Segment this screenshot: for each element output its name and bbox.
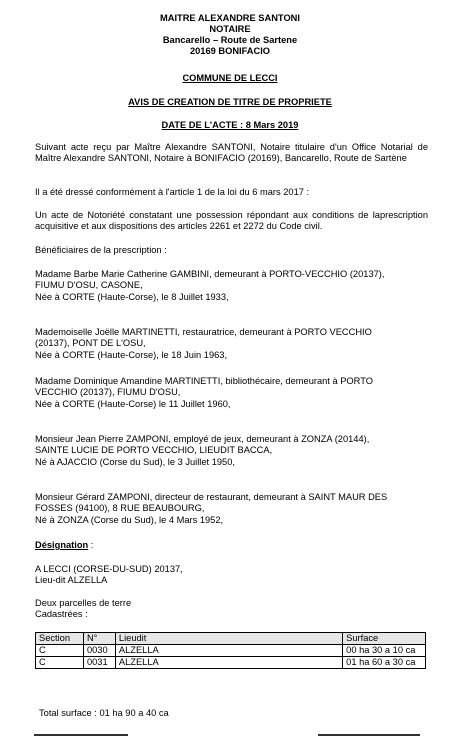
designation-label: Désignation: [35, 540, 89, 550]
beneficiary-birth: Né à ZONZA (Corse du Sud), le 4 Mars 1952,: [35, 514, 224, 525]
parcels-description: Deux parcelles de terre: [35, 598, 132, 608]
location-block: [35, 564, 428, 587]
beneficiary-address: FOSSES (94100), 8 RUE BEAUBOURG,: [35, 503, 205, 514]
beneficiary-1: [35, 269, 428, 303]
cell-number: 0030: [83, 645, 115, 657]
beneficiaries-label: Bénéficiaires de la prescription :: [35, 245, 167, 255]
article-paragraph: Il a été dressé conformément à l'article 1 de la loi du 6 mars 2017 :: [35, 187, 310, 197]
notice-title: AVIS DE CREATION DE TITRE DE PROPRIETE: [128, 97, 332, 107]
cell-lieudit: ALZELLA: [115, 645, 342, 657]
cell-lieudit: ALZELLA: [115, 657, 342, 669]
notary-name: MAITRE ALEXANDRE SANTONI: [160, 13, 300, 23]
cell-section: C: [36, 657, 84, 669]
table-header-row: [36, 633, 426, 645]
beneficiary-5: [35, 492, 428, 526]
beneficiary-birth: Née à CORTE (Haute-Corse), le 8 Juillet 1933,: [35, 291, 229, 302]
notary-title: NOTAIRE: [209, 24, 251, 34]
beneficiary-name: Madame Barbe Marie Catherine GAMBINI, demeurant à PORTO-VECCHIO (20137),: [35, 269, 385, 279]
notary-city: 20169 BONIFACIO: [189, 46, 271, 56]
commune-heading: COMMUNE DE LECCI: [182, 73, 278, 83]
cadastre-table: [35, 632, 426, 669]
beneficiary-birth: Né à AJACCIO (Corse du Sud), le 3 Juillet 1950,: [35, 456, 235, 467]
beneficiary-address: (20137), PONT DE L'OSU,: [35, 338, 146, 349]
col-header-surface: Surface: [343, 633, 426, 645]
beneficiary-address: FIUMU D'OSU, CASONE,: [35, 280, 143, 291]
cell-number: 0031: [83, 657, 115, 669]
parcels-cadastre: Cadastrées :: [35, 609, 88, 620]
beneficiary-2: [35, 327, 428, 361]
beneficiary-3: [35, 376, 428, 410]
designation-heading: [35, 540, 428, 551]
intro-paragraph: Suivant acte reçu par Maître Alexandre SANTONI, Notaire titulaire d'un Office Notarial de Maître Alexandre SANTONI, Notaire à BONIFACIO (20169), Bancarello, Route de Sartène: [35, 142, 428, 164]
total-surface: Total surface : 01 ha 90 a 40 ca: [39, 708, 169, 718]
beneficiary-name: Madame Dominique Amandine MARTINETTI, bibliothécaire, demeurant à PORTO: [35, 376, 373, 386]
bottom-divider-left: [34, 734, 128, 736]
bottom-divider-right: [318, 734, 420, 736]
location-commune: A LECCI (CORSE-DU-SUD) 20137,: [35, 564, 183, 574]
beneficiary-address: VECCHIO (20137), FIUMU D'OSU,: [35, 387, 181, 398]
notary-header: [0, 13, 460, 57]
beneficiary-4: [35, 434, 428, 468]
beneficiary-address: SAINTE LUCIE DE PORTO VECCHIO, LIEUDIT BACCA,: [35, 445, 273, 456]
act-date: DATE DE L'ACTE : 8 Mars 2019: [161, 120, 299, 130]
designation-colon: :: [88, 540, 94, 550]
cell-section: C: [36, 645, 84, 657]
parcels-block: [35, 598, 428, 621]
notary-address: Bancarello – Route de Sartene: [162, 35, 298, 45]
col-header-lieudit: Lieudit: [115, 633, 342, 645]
beneficiary-birth: Née à CORTE (Haute-Corse) le 11 Juillet 1960,: [35, 398, 231, 409]
col-header-section: Section: [36, 633, 84, 645]
beneficiary-name: Monsieur Gérard ZAMPONI, directeur de restaurant, demeurant à SAINT MAUR DES: [35, 492, 388, 502]
cell-surface: 00 ha 30 a 10 ca: [343, 645, 426, 657]
beneficiary-name: Monsieur Jean Pierre ZAMPONI, employé de jeux, demeurant à ZONZA (20144),: [35, 434, 370, 444]
col-header-number: N°: [83, 633, 115, 645]
table-row: [36, 657, 426, 669]
location-lieudit: Lieu-dit ALZELLA: [35, 575, 108, 586]
notoriete-paragraph: Un acte de Notoriété constatant une possession répondant aux conditions de laprescription acquisitive et aux dispositions des articles 2261 et 2272 du Code civil.: [35, 210, 428, 232]
cell-surface: 01 ha 60 a 30 ca: [343, 657, 426, 669]
beneficiary-birth: Née à CORTE (Haute-Corse), le 18 Juin 1963,: [35, 349, 228, 360]
beneficiary-name: Mademoiselle Joëlle MARTINETTI, restauratrice, demeurant à PORTO VECCHIO: [35, 327, 372, 337]
table-row: [36, 645, 426, 657]
